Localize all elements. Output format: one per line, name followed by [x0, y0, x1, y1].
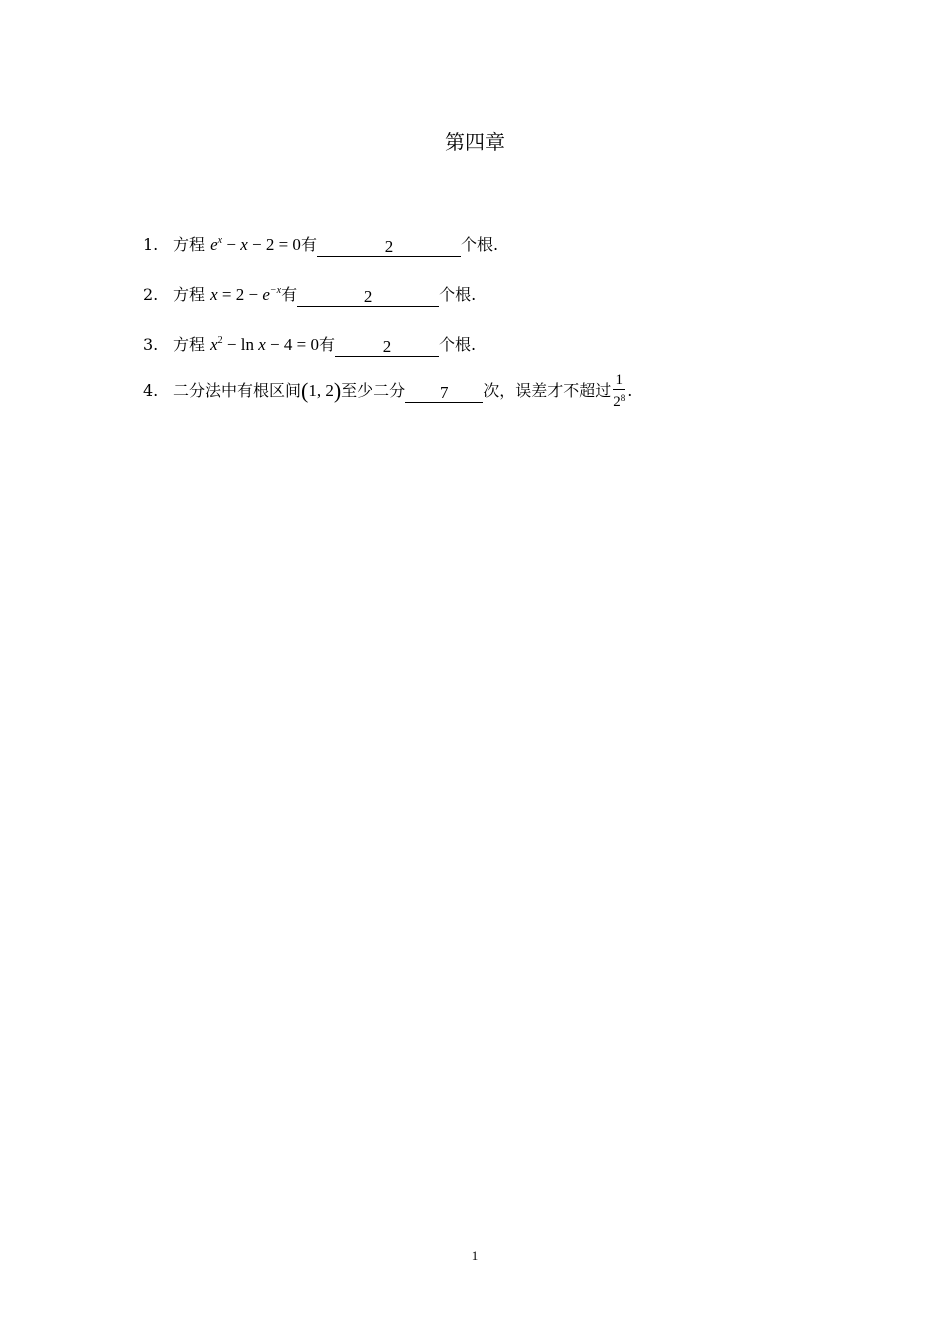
question-text: 个根.	[439, 285, 477, 304]
question-number: 2.	[143, 285, 159, 304]
question-text: 个根.	[460, 235, 499, 254]
question-2	[143, 279, 476, 307]
question-1	[143, 229, 498, 257]
equation: $e^x - x - 2 = 0$	[210, 235, 301, 254]
fraction-denominator: $2^8$	[613, 393, 626, 410]
page-title: 第四章	[445, 130, 505, 154]
question-number: 1.	[143, 235, 159, 254]
interval: (1, 2)	[301, 378, 342, 403]
question-text: 方程	[173, 235, 206, 254]
question-text: 方程	[173, 335, 206, 354]
question-text: 个根.	[438, 335, 477, 354]
question-text: 次，误差才不超过	[483, 381, 612, 400]
question-text: 有	[281, 285, 298, 304]
question-4	[143, 372, 632, 411]
question-number: 4.	[143, 381, 159, 400]
page-number: 1	[471, 1248, 479, 1263]
answer-blank[interactable]: 7	[405, 384, 483, 403]
answer-blank[interactable]: 2	[317, 238, 461, 257]
equation: $x = 2 - e^{-x}$	[210, 285, 282, 304]
question-text: 方程	[173, 285, 206, 304]
question-number: 3.	[143, 335, 159, 354]
question-text: 至少二分	[341, 381, 406, 400]
equation: $x^2 - \ln x - 4 = 0$	[210, 335, 319, 354]
fraction-numerator: 1	[613, 372, 625, 390]
question-text: 有	[318, 335, 335, 354]
question-text: 二分法中有根区间	[173, 381, 302, 400]
question-3	[143, 329, 476, 357]
answer-blank[interactable]: 2	[297, 288, 439, 307]
question-text: .	[627, 381, 633, 400]
question-text: 有	[300, 235, 317, 254]
error-fraction	[613, 372, 625, 411]
answer-blank[interactable]: 2	[335, 338, 439, 357]
